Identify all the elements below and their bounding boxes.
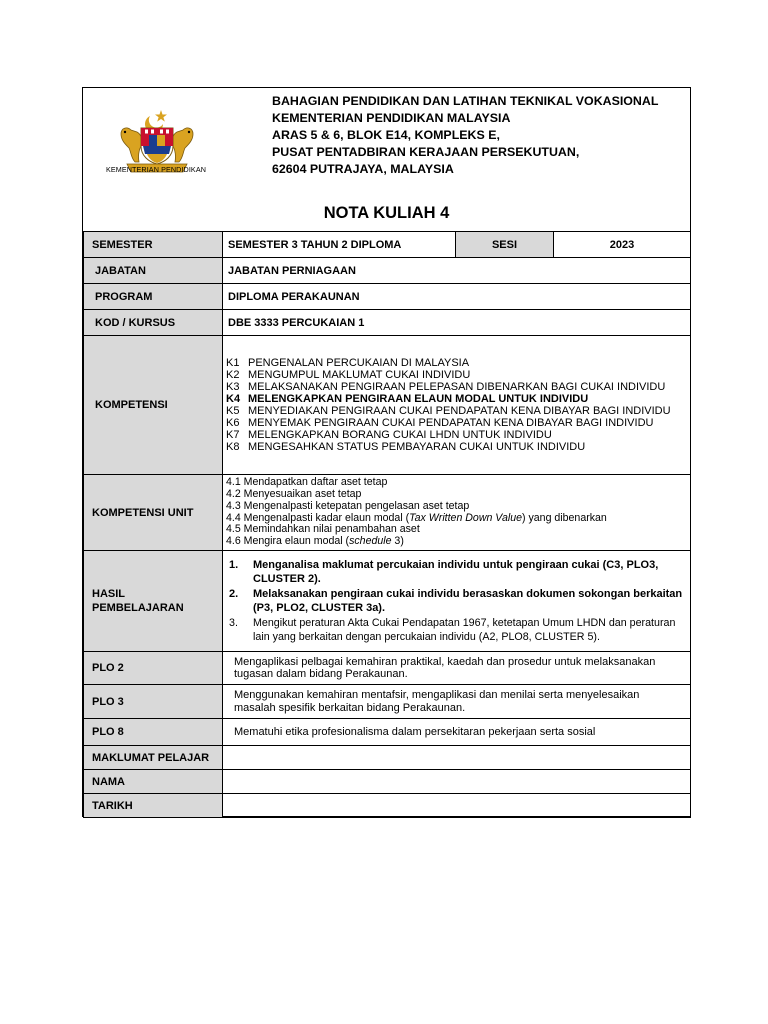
- kompetensi-cell: [223, 336, 691, 475]
- list-item: K8 MENGESAHKAN STATUS PEMBAYARAN CUKAI UNTUK INDIVIDU: [226, 440, 586, 453]
- tarikh-field[interactable]: [223, 794, 691, 818]
- table-row: [84, 284, 691, 310]
- sesi-value: 2023: [554, 232, 691, 258]
- plo-2-cell: [223, 652, 691, 685]
- kompetensi-list: [223, 356, 690, 455]
- maklumat-pelajar-label: MAKLUMAT PELAJAR: [84, 746, 223, 770]
- jabatan-label: JABATAN: [84, 258, 223, 284]
- jabatan-value: JABATAN PERNIAGAAN: [223, 258, 691, 284]
- program-value: DIPLOMA PERAKAUNAN: [223, 284, 691, 310]
- address-line: BAHAGIAN PENDIDIKAN DAN LATIHAN TEKNIKAL VOKASIONAL: [272, 94, 659, 108]
- list-item: K1 PENGENALAN PERCUKAIAN DI MALAYSIA: [226, 356, 470, 369]
- hasil-list: [223, 554, 690, 649]
- address-line: PUSAT PENTADBIRAN KERAJAAN PERSEKUTUAN,: [272, 145, 580, 159]
- plo-8-cell: [223, 719, 691, 746]
- semester-value: SEMESTER 3 TAHUN 2 DIPLOMA: [223, 232, 456, 258]
- tarikh-label: TARIKH: [84, 794, 223, 818]
- list-item: 4.2 Menyesuaikan aset tetap: [226, 487, 362, 500]
- list-item: 4.3 Mengenalpasti ketepatan pengelasan aset tetap: [226, 499, 470, 512]
- kod-kursus-value: DBE 3333 PERCUKAIAN 1: [223, 310, 691, 336]
- nama-label: NAMA: [84, 770, 223, 794]
- course-info-table: [83, 231, 691, 818]
- maklumat-pelajar-cell: [223, 746, 691, 770]
- list-item: K6 MENYEMAK PENGIRAAN CUKAI PENDAPATAN KENA DIBAYAR BAGI INDIVIDU: [226, 416, 654, 429]
- agency-address: [272, 93, 658, 178]
- table-row: [84, 794, 691, 818]
- lecture-note-form: [82, 87, 691, 817]
- list-item: 4.6 Mengira elaun modal (schedule 3): [226, 535, 404, 548]
- table-row: [84, 719, 691, 746]
- table-row: [84, 551, 691, 652]
- plo-3-cell: [223, 685, 691, 719]
- list-item: K5 MENYEDIAKAN PENGIRAAN CUKAI PENDAPATAN KENA DIBAYAR BAGI INDIVIDU: [226, 404, 671, 417]
- plo-3-label: PLO 3: [84, 685, 223, 719]
- plo-3-text: Menggunakan kemahiran mentafsir, mengaplikasi dan menilai serta menyelesaikan masalah spesifik berkaitan bidang Perakaunan.: [234, 689, 640, 714]
- list-item: 4.1 Mendapatkan daftar aset tetap: [226, 476, 388, 489]
- table-row: [84, 258, 691, 284]
- list-item: K2 MENGUMPUL MAKLUMAT CUKAI INDIVIDU: [226, 368, 471, 381]
- sesi-label: SESI: [456, 232, 554, 258]
- kompetensi-unit-list: [223, 476, 690, 549]
- program-label: PROGRAM: [84, 284, 223, 310]
- address-line: ARAS 5 & 6, BLOK E14, KOMPLEKS E,: [272, 128, 500, 142]
- plo-8-text: Mematuhi etika profesionalisma dalam persekitaran pekerjaan serta sosial: [234, 725, 596, 738]
- letterhead: [83, 88, 690, 231]
- plo-2-label: PLO 2: [84, 652, 223, 685]
- table-row: [84, 475, 691, 551]
- kompetensi-unit-cell: [223, 475, 691, 551]
- list-item: 1. Menganalisa maklumat percukaian individu untuk pengiraan cukai (C3, PLO3, CLUSTER 2).: [229, 558, 659, 585]
- list-item: 2. Melaksanakan pengiraan cukai individu berasaskan dokumen sokongan berkaitan (P3, PLO2, CLUSTER 3a).: [229, 587, 683, 614]
- kompetensi-unit-label: KOMPETENSI UNIT: [84, 475, 223, 551]
- table-row: [84, 652, 691, 685]
- table-row: [84, 770, 691, 794]
- kod-kursus-label: KOD / KURSUS: [84, 310, 223, 336]
- table-row: [84, 232, 691, 258]
- table-row: [84, 310, 691, 336]
- list-item: K3 MELAKSANAKAN PENGIRAAN PELEPASAN DIBENARKAN BAGI CUKAI INDIVIDU: [226, 380, 666, 393]
- list-item: K7 MELENGKAPKAN BORANG CUKAI LHDN UNTUK INDIVIDU: [226, 428, 552, 441]
- hasil-pembelajaran-cell: [223, 551, 691, 652]
- semester-label: SEMESTER: [84, 232, 223, 258]
- list-item: 3. Mengikut peraturan Akta Cukai Pendapatan 1967, ketetapan Umum LHDN dan peraturan lain yang berkaitan dengan percukaian individu (A2, PLO8, CLUSTER 5).: [229, 616, 676, 643]
- list-item: 4.4 Mengenalpasti kadar elaun modal (Tax Written Down Value) yang dibenarkan: [226, 511, 607, 524]
- document-title: NOTA KULIAH 4: [323, 204, 450, 222]
- table-row: [84, 685, 691, 719]
- table-row: [84, 746, 691, 770]
- hasil-pembelajaran-label: HASIL PEMBELAJARAN: [84, 551, 223, 652]
- nama-field[interactable]: [223, 770, 691, 794]
- plo-2-text: Mengaplikasi pelbagai kemahiran praktikal, kaedah dan prosedur untuk melaksanakan tugasan dalam bidang Perakaunan.: [234, 655, 656, 680]
- ministry-label: KEMENTERIAN PENDIDIKAN: [105, 165, 207, 174]
- address-line: 62604 PUTRAJAYA, MALAYSIA: [272, 162, 454, 176]
- plo-8-label: PLO 8: [84, 719, 223, 746]
- table-row: [84, 336, 691, 475]
- list-item: K4 MELENGKAPKAN PENGIRAAN ELAUN MODAL UNTUK INDIVIDU: [226, 392, 589, 405]
- list-item: 4.5 Memindahkan nilai penambahan aset: [226, 523, 420, 536]
- address-line: KEMENTERIAN PENDIDIKAN MALAYSIA: [272, 111, 511, 125]
- kompetensi-label: KOMPETENSI: [84, 336, 223, 475]
